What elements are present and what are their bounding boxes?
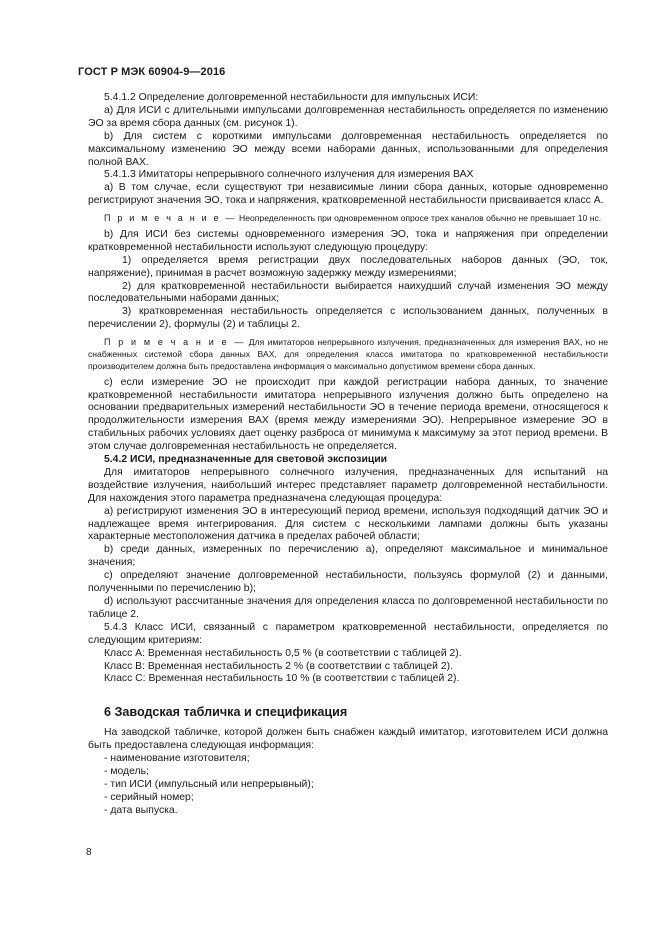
clause-5-4-3: 5.4.3 Класс ИСИ, связанный с параметром кратковременной нестабильности, определяется по следующим критериям: [88, 621, 608, 646]
note [88, 337, 608, 372]
class-a: Класс А: Временная нестабильность 0,5 % (в соответствии с таблицей 2). [104, 647, 462, 659]
page-number: 8 [86, 847, 92, 858]
paragraph: Для имитаторов непрерывного солнечного излучения, предназначенных для испытаний на воздействие излучения, наибольший интерес представляет параметр долговременной нестабильности. Для нахождения этого параметра предназначена следующая процедура: [88, 466, 608, 504]
item-a: a) Для ИСИ с длительными импульсами долговременная нестабильность определяется по изменению ЭО за время сбора данных (см. рисунок 1). [88, 104, 608, 129]
note-text: Для имитаторов непрерывного излучения, предназначенных для измерения ВАХ, но не снабженных системой сбора данных ВАХ, для определения класса имитатора по кратковременной нестабильности производителем должна быть предоставлена информация о максимально допустимом времени сбора данных. [88, 337, 608, 371]
document-body [88, 92, 608, 818]
clause-5-4-1-3: 5.4.1.3 Имитаторы непрерывного солнечного излучения для измерения ВАХ [104, 169, 474, 181]
item-c: c) определяют значение долговременной нестабильности, пользуясь формулой (2) и данными, полученными по перечислению b); [88, 570, 608, 595]
note-text: Неопределенность при одновременном опросе трех каналов обычно не превышает 10 нс. [236, 213, 602, 224]
item-d: d) используют рассчитанные значения для определения класса по долговременной нестабильности по таблице 2. [88, 596, 608, 620]
clause-5-4-1-2: 5.4.1.2 Определение долговременной нестабильности для импульсных ИСИ: [104, 92, 479, 103]
list-item: - наименование изготовителя; [104, 753, 250, 765]
class-c: Класс С: Временная нестабильность 10 % (в соответствии с таблицей 2). [104, 673, 460, 685]
class-b: Класс В: Временная нестабильность 2 % (в соответствии с таблицей 2). [104, 660, 453, 672]
item-b: b) Для систем с короткими импульсами долговременная нестабильность определяется по максимальному изменению ЭО между всеми наборами данных, использованными для определения полной ВАХ. [88, 130, 608, 168]
item-b: b) среди данных, измеренных по перечислению а), определяют максимальное и минимальное значения; [88, 544, 608, 569]
item-a: a) регистрируют изменения ЭО в интересующий период времени, используя подходящий датчик ЭО и надлежащее время интегрирования. Для систем с несколькими лампами должны быть указаны характерные местоположения датчика в пределах рабочей области; [88, 505, 608, 543]
item-a: a) В том случае, если существуют три независимые линии сбора данных, которые одновременно регистрируют значения ЭО, тока и напряжения, кратковременной нестабильности присваивается класс А. [88, 182, 608, 207]
item-c: c) если измерение ЭО не происходит при каждой регистрации набора данных, то значение кратковременной нестабильности имитатора непрерывного излучения должно быть определено на основании предварительных измерений нестабильности ЭО в течение периода времени, относящегося к продолжительности измерения ВАХ (время между измерениями ЭО). Непрерывное измерение ЭО в стабильных рабочих условиях дает оценку разброса от минимума к максимуму за этот период времени. В этом случае долговременная нестабильность не определяется. [88, 376, 608, 453]
list-item: - серийный номер; [104, 791, 194, 803]
paragraph: На заводской табличке, которой должен быть снабжен каждый имитатор, изготовителем ИСИ должна быть предоставлена следующая информация: [88, 727, 608, 752]
list-item: - тип ИСИ (импульсный или непрерывный); [104, 778, 314, 790]
section-6-heading: 6 Заводская табличка и спецификация [104, 705, 348, 720]
sub-item-2: 2) для кратковременной нестабильности выбирается наихудший случай изменения ЭО между последовательными наборами данных; [88, 280, 608, 305]
list-item: - дата выпуска. [104, 804, 178, 816]
clause-5-4-2-heading: 5.4.2 ИСИ, предназначенные для световой экспозиции [104, 454, 388, 466]
note-label: П р и м е ч а н и е — [104, 337, 246, 348]
sub-item-1: 1) определяется время регистрации двух последовательных наборов данных (ЭО, ток, напряжение), принимая в расчет возможную задержку между измерениями; [88, 254, 608, 279]
note [88, 213, 608, 225]
sub-item-3: 3) кратковременная нестабильность определяется с использованием данных, полученных в перечислении 2), формулы (2) и таблицы 2. [88, 306, 608, 331]
item-b: b) Для ИСИ без системы одновременного измерения ЭО, тока и напряжения при определении кратковременной нестабильности используют следующую процедуру: [88, 228, 608, 253]
document-header: ГОСТ Р МЭК 60904-9—2016 [78, 66, 226, 78]
list-item: - модель; [104, 765, 149, 777]
note-label: П р и м е ч а н и е — [104, 213, 237, 224]
